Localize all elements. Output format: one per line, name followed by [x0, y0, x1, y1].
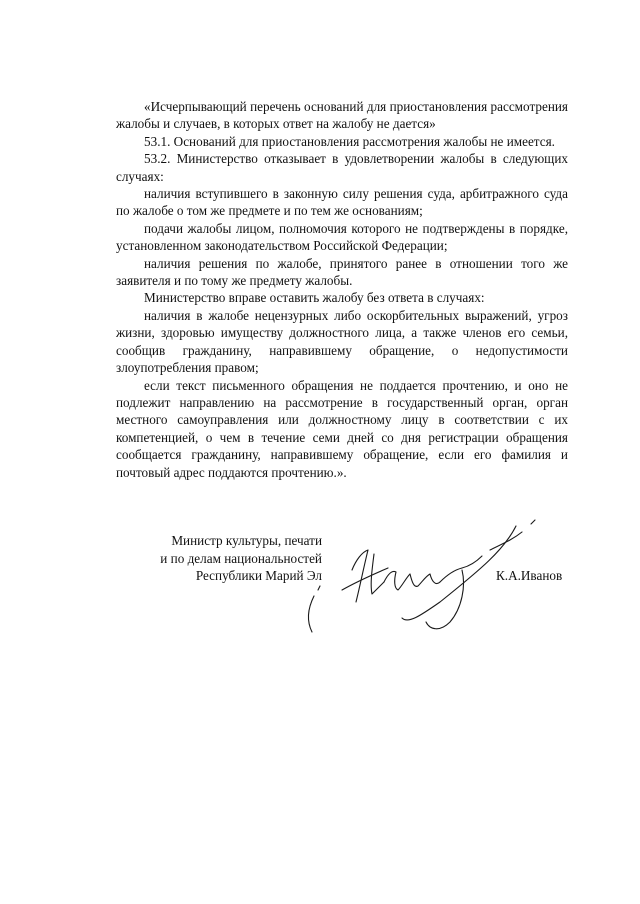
- paragraph-heading-quote: «Исчерпывающий перечень оснований для приостановления рассмотрения жалобы и случаев, в которых ответ на жалобу не дается»: [116, 99, 568, 132]
- paragraph-case-unconfirmed-authority: подачи жалобы лицом, полномочия которого не подтверждены в порядке, установленном законодательством Российской Федерации;: [116, 220, 568, 254]
- document-body: [116, 98, 568, 481]
- paragraph-no-answer-intro: Министерство вправе оставить жалобу без ответа в случаях:: [144, 290, 485, 306]
- paragraph-case-unreadable: если текст письменного обращения не поддается прочтению, и оно не подлежит направлению на рассмотрение в государственный орган, орган местного самоуправления или должностному лицу в соответствии с их компетенцией, о чем в течение семи дней со дня регистрации обращения сообщается гражданину, направившему обращение, если его фамилия и почтовый адрес поддаются прочтению.».: [116, 377, 568, 480]
- handwritten-signature: [290, 490, 563, 640]
- paragraph-case-previous-decision: наличия решения по жалобе, принятого ранее в отношении того же заявителя и по тому же предмету жалобы.: [116, 255, 568, 289]
- position-line: Министр культуры, печати: [171, 533, 322, 548]
- position-line: и по делам национальностей: [160, 550, 322, 566]
- signatory-name: К.А.Иванов: [496, 568, 563, 583]
- paragraph-53-1: 53.1. Оснований для приостановления рассмотрения жалобы не имеется.: [144, 133, 555, 149]
- position-line: Республики Марий Эл: [195, 568, 322, 584]
- paragraph-53-2: 53.2. Министерство отказывает в удовлетворении жалобы в следующих случаях:: [116, 151, 568, 184]
- signature-block: [0, 532, 640, 642]
- paragraph-case-court-decision: наличия вступившего в законную силу решения суда, арбитражного суда по жалобе о том же предмете и по тем же основаниям;: [116, 186, 568, 219]
- paragraph-case-offensive: наличия в жалобе нецензурных либо оскорбительных выражений, угроз жизни, здоровью имуществу должностного лица, а также членов его семьи, сообщив гражданину, направившему обращение, о недопустимости злоупотребления правом;: [116, 307, 568, 376]
